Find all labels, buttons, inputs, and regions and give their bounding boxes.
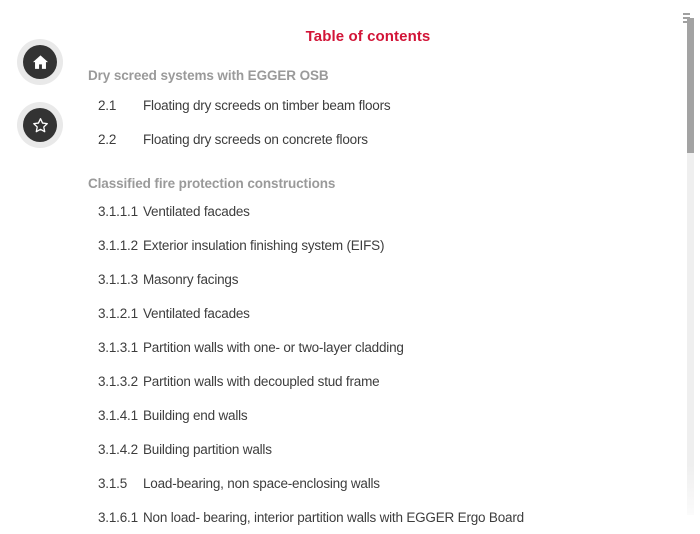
section-heading: Dry screed systems with EGGER OSB [88,68,329,83]
toc-item-number: 3.1.3.1 [98,339,138,355]
toc-item-number: 3.1.5 [98,475,128,491]
toc-item-title: Partition walls with decoupled stud frame [143,373,380,389]
toc-item[interactable] [88,330,648,364]
toc-item[interactable] [88,466,648,500]
toc-item-title: Load-bearing, non space-enclosing walls [143,475,380,491]
home-button[interactable] [17,39,63,85]
toc-item[interactable] [88,122,648,156]
toc-item[interactable] [88,398,648,432]
toc-item[interactable] [88,432,648,466]
scrollbar-thumb[interactable] [687,18,694,153]
toc-item[interactable] [88,194,648,228]
toc-item-number: 3.1.2.1 [98,305,138,321]
toc-item-title: Ventilated facades [143,203,250,219]
toc-item-title: Exterior insulation finishing system (EIFS) [143,237,385,253]
toc-item-title: Partition walls with one- or two-layer cladding [143,339,404,355]
page-title: Table of contents [305,28,431,45]
toc-item-title: Ventilated facades [143,305,250,321]
toc-item-number: 3.1.4.1 [98,407,138,423]
toc-item[interactable] [88,262,648,296]
toc-item-title: Non load- bearing, interior partition walls with EGGER Ergo Board [143,509,524,525]
toc-item-number: 3.1.1.2 [98,237,138,253]
toc-section [88,175,648,534]
toc-item[interactable] [88,88,648,122]
toc-item-number: 3.1.4.2 [98,441,138,457]
section-heading: Classified fire protection constructions [88,176,336,191]
toc-item-number: 3.1.6.1 [98,509,138,525]
toc-item[interactable] [88,364,648,398]
toc-item-number: 3.1.3.2 [98,373,138,389]
toc-item-number: 3.1.1.1 [98,203,138,219]
toc-item-number: 3.1.1.3 [98,271,138,287]
toc-content [88,0,648,525]
star-icon [23,108,57,142]
home-icon [23,45,57,79]
toc-item[interactable] [88,228,648,262]
toc-item-title: Floating dry screeds on timber beam floors [143,97,391,113]
toc-item[interactable] [88,500,648,534]
toc-item-title: Masonry facings [143,271,239,287]
toc-item-title: Building end walls [143,407,248,423]
toc-item-number: 2.2 [98,131,117,147]
toc-sections [88,67,648,534]
toc-section [88,67,648,156]
toc-item-number: 2.1 [98,97,117,113]
toc-item-title: Building partition walls [143,441,272,457]
favorites-button[interactable] [17,102,63,148]
toc-item-title: Floating dry screeds on concrete floors [143,131,368,147]
toc-item[interactable] [88,296,648,330]
